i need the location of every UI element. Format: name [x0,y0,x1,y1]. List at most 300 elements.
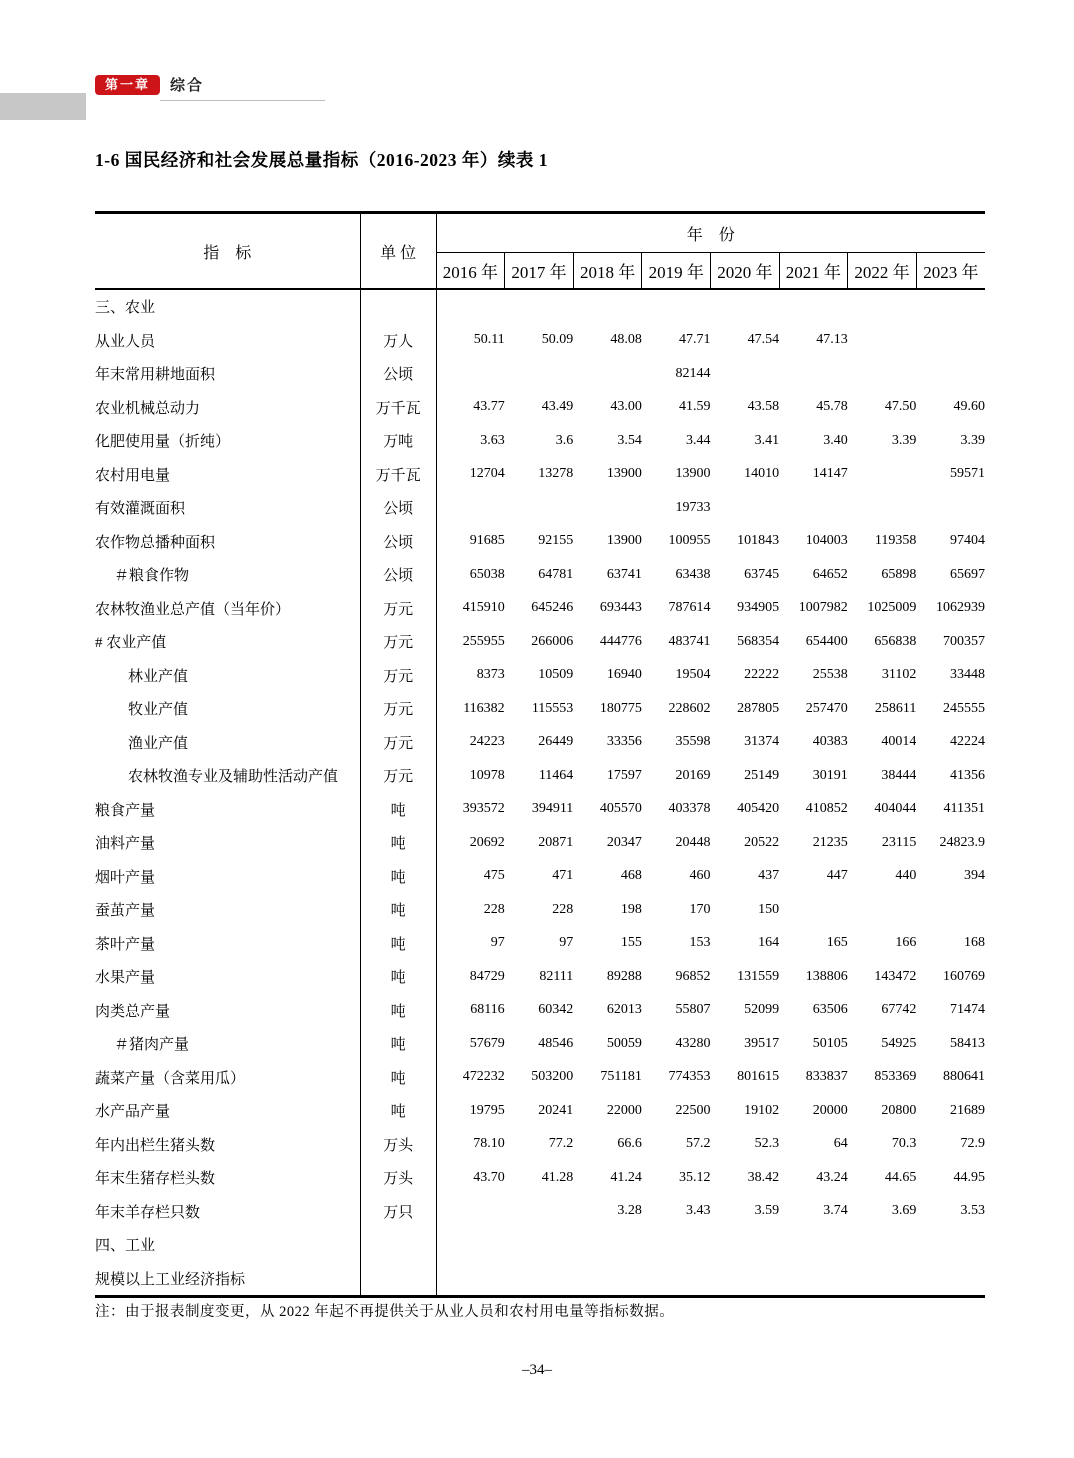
value-cell [711,1262,780,1297]
table-row [95,759,985,793]
table-row [95,1094,985,1128]
value-cell [505,1195,574,1229]
value-cell [711,289,780,324]
value-cell: 57.2 [686,1136,711,1152]
value-cell: 64781 [538,566,574,582]
value-cell: 24823.9 [939,834,985,850]
value-cell: 165 [826,935,848,951]
value-cell: 22222 [744,667,780,683]
value-cell: 58413 [950,1035,985,1051]
value-cell: 43.49 [541,399,574,415]
value-cell: 19504 [675,667,711,683]
table-row [95,324,985,358]
value-cell: 3.43 [686,1203,711,1219]
value-cell [848,458,917,492]
value-cell: 22500 [675,1102,711,1118]
value-cell: 170 [689,901,711,917]
value-cell: 119358 [874,533,917,549]
value-cell [848,324,917,358]
value-cell [505,1228,574,1262]
value-cell: 394911 [531,801,574,817]
value-cell: 72.9 [960,1136,985,1152]
value-cell: 38.42 [747,1169,780,1185]
value-cell: 437 [758,868,780,884]
chapter-underline [160,100,325,101]
value-cell: 266006 [531,633,574,649]
indicator-cell: 年末生猪存栏头数 [95,1161,360,1195]
value-cell: 394 [964,868,985,884]
value-cell: 101843 [737,533,780,549]
indicator-cell: 农林牧渔业总产值（当年价） [95,592,360,626]
value-cell: 96852 [675,968,711,984]
indicator-cell: 农业机械总动力 [95,391,360,425]
value-cell: 21689 [950,1102,985,1118]
value-cell: 287805 [737,700,780,716]
table-row [95,391,985,425]
value-cell: 71474 [950,1002,985,1018]
value-cell: 19102 [744,1102,780,1118]
table-row [95,1027,985,1061]
value-cell [573,1228,642,1262]
table-row [95,1228,985,1262]
value-cell: 49.60 [953,399,985,415]
value-cell [916,893,985,927]
unit-cell [360,1228,436,1262]
value-cell: 14147 [812,466,848,482]
value-cell: 89288 [606,968,642,984]
year-column-header: 2020 年 [711,253,780,290]
value-cell: 468 [620,868,642,884]
table-body [95,289,985,1297]
indicator-cell: 林业产值 [95,659,360,693]
table-row [95,525,985,559]
value-cell: 92155 [538,533,574,549]
value-cell: 131559 [737,968,780,984]
value-cell: 40383 [812,734,848,750]
value-cell: 645246 [531,600,574,616]
value-cell: 50.09 [541,332,574,348]
value-cell [505,289,574,324]
unit-cell: 万千瓦 [360,458,436,492]
unit-cell: 万头 [360,1161,436,1195]
value-cell: 880641 [943,1069,985,1085]
value-cell: 20000 [812,1102,848,1118]
value-cell: 20800 [881,1102,917,1118]
value-cell: 143472 [874,968,917,984]
value-cell: 934905 [737,600,780,616]
value-cell: 150 [758,901,780,917]
value-cell: 164 [758,935,780,951]
value-cell: 415910 [462,600,505,616]
value-cell: 33356 [606,734,642,750]
value-cell: 257470 [805,700,848,716]
value-cell: 11464 [538,767,574,783]
value-cell: 460 [689,868,711,884]
value-cell: 57679 [469,1035,505,1051]
year-column-header: 2021 年 [779,253,848,290]
unit-cell: 万元 [360,759,436,793]
value-cell: 78.10 [473,1136,505,1152]
indicator-cell: 四、工业 [95,1228,360,1262]
value-cell: 160769 [943,968,985,984]
table-row [95,793,985,827]
chapter-badge: 第一章 [95,75,160,95]
value-cell: 67742 [881,1002,917,1018]
value-cell [916,491,985,525]
value-cell: 853369 [874,1069,917,1085]
indicator-cell: ＃粮食作物 [95,558,360,592]
table-row [95,1061,985,1095]
value-cell: 52.3 [754,1136,780,1152]
table-footnote: 注：由于报表制度变更，从 2022 年起不再提供关于从业人员和农村用电量等指标数据。 [95,1304,675,1320]
value-cell: 3.59 [754,1203,780,1219]
value-cell: 47.13 [816,332,848,348]
table-row [95,826,985,860]
value-cell: 568354 [737,633,780,649]
value-cell: 84729 [469,968,505,984]
value-cell: 3.28 [617,1203,642,1219]
table-row [95,659,985,693]
value-cell: 47.71 [679,332,711,348]
value-cell: 97404 [950,533,985,549]
value-cell: 833837 [805,1069,848,1085]
value-cell: 45.78 [816,399,848,415]
value-cell: 228 [552,901,574,917]
value-cell: 654400 [805,633,848,649]
table-row [95,1262,985,1297]
value-cell: 44.65 [884,1169,917,1185]
unit-cell: 吨 [360,1094,436,1128]
value-cell [642,1228,711,1262]
value-cell: 10978 [469,767,505,783]
table-row [95,424,985,458]
table-row [95,357,985,391]
value-cell [436,491,505,525]
value-cell: 440 [895,868,917,884]
unit-cell: 吨 [360,826,436,860]
value-cell: 97 [559,935,574,951]
value-cell: 656838 [874,633,917,649]
value-cell: 43.58 [747,399,780,415]
value-cell: 245555 [943,700,985,716]
value-cell: 228 [483,901,505,917]
page-edge-decoration [0,93,86,120]
value-cell [916,324,985,358]
unit-cell: 公顷 [360,357,436,391]
value-cell: 64 [833,1136,848,1152]
value-cell: 63438 [675,566,711,582]
indicator-cell: 有效灌溉面积 [95,491,360,525]
statistics-table [95,211,985,1298]
value-cell: 3.39 [891,432,917,448]
table-row [95,1195,985,1229]
table-row [95,692,985,726]
unit-column-header: 单 位 [360,213,436,290]
unit-cell: 吨 [360,960,436,994]
indicator-cell: 从业人员 [95,324,360,358]
value-cell: 31102 [881,667,917,683]
header-row-top [95,213,985,253]
value-cell [916,357,985,391]
value-cell: 82111 [539,968,574,984]
page-number: –34– [522,1362,552,1378]
value-cell: 31374 [744,734,780,750]
unit-cell: 万千瓦 [360,391,436,425]
indicator-cell: 渔业产值 [95,726,360,760]
value-cell: 42224 [950,734,985,750]
value-cell [779,357,848,391]
value-cell: 55807 [675,1002,711,1018]
indicator-cell: 农村用电量 [95,458,360,492]
value-cell: 3.6 [555,432,574,448]
year-column-header: 2022 年 [848,253,917,290]
table-row [95,1128,985,1162]
value-cell: 97 [490,935,505,951]
value-cell: 60342 [538,1002,574,1018]
value-cell: 43.24 [816,1169,848,1185]
value-cell [848,491,917,525]
value-cell: 26449 [538,734,574,750]
value-cell: 19795 [469,1102,505,1118]
value-cell: 30191 [812,767,848,783]
unit-cell: 万头 [360,1128,436,1162]
value-cell: 12704 [469,466,505,482]
value-cell [779,491,848,525]
unit-cell: 万元 [360,726,436,760]
value-cell: 24223 [469,734,505,750]
value-cell: 475 [483,868,505,884]
value-cell: 43.70 [473,1169,505,1185]
unit-cell: 万人 [360,324,436,358]
value-cell: 20871 [538,834,574,850]
value-cell [711,357,780,391]
value-cell: 13900 [606,533,642,549]
value-cell [573,357,642,391]
value-cell: 198 [620,901,642,917]
value-cell: 10509 [538,667,574,683]
unit-cell [360,1262,436,1297]
value-cell: 65038 [469,566,505,582]
value-cell: 33448 [950,667,985,683]
value-cell: 104003 [805,533,848,549]
value-cell [779,1228,848,1262]
value-cell: 62013 [606,1002,642,1018]
value-cell: 3.54 [617,432,642,448]
value-cell: 168 [964,935,985,951]
year-column-header: 2017 年 [505,253,574,290]
value-cell: 50105 [812,1035,848,1051]
indicator-cell: 烟叶产量 [95,860,360,894]
value-cell [711,491,780,525]
unit-cell: 公顷 [360,558,436,592]
indicator-cell: 牧业产值 [95,692,360,726]
value-cell: 64652 [812,566,848,582]
value-cell: 258611 [874,700,917,716]
unit-cell: 吨 [360,860,436,894]
value-cell: 16940 [606,667,642,683]
unit-cell: 吨 [360,893,436,927]
value-cell: 82144 [675,365,711,381]
unit-cell: 吨 [360,994,436,1028]
value-cell: 751181 [600,1069,642,1085]
table-header [95,213,985,290]
value-cell: 503200 [531,1069,574,1085]
value-cell: 116382 [463,700,505,716]
table-row [95,726,985,760]
value-cell: 23115 [881,834,917,850]
value-cell: 801615 [737,1069,780,1085]
indicator-cell: 水产品产量 [95,1094,360,1128]
value-cell [436,357,505,391]
value-cell: 405420 [737,801,780,817]
year-group-header: 年 份 [436,213,985,253]
unit-cell: 万只 [360,1195,436,1229]
indicator-cell: 三、农业 [95,289,360,324]
value-cell: 48.08 [610,332,642,348]
value-cell: 180775 [599,700,642,716]
value-cell: 255955 [462,633,505,649]
value-cell: 48546 [538,1035,574,1051]
value-cell: 405570 [599,801,642,817]
year-column-header: 2019 年 [642,253,711,290]
table-row [95,994,985,1028]
value-cell [642,289,711,324]
table-row [95,893,985,927]
value-cell: 166 [895,935,917,951]
value-cell: 483741 [668,633,711,649]
value-cell: 115553 [531,700,574,716]
value-cell: 693443 [599,600,642,616]
indicator-cell: 油料产量 [95,826,360,860]
table-row [95,960,985,994]
value-cell: 59571 [950,466,985,482]
value-cell [642,1262,711,1297]
indicator-cell: 水果产量 [95,960,360,994]
value-cell [505,357,574,391]
indicator-cell: 年末羊存栏只数 [95,1195,360,1229]
indicator-cell: ＃猪肉产量 [95,1027,360,1061]
value-cell: 20241 [538,1102,574,1118]
value-cell: 393572 [462,801,505,817]
value-cell: 39517 [744,1035,780,1051]
value-cell: 3.63 [480,432,505,448]
value-cell: 774353 [668,1069,711,1085]
value-cell [848,1228,917,1262]
value-cell: 41.59 [679,399,711,415]
table-row [95,860,985,894]
value-cell: 54925 [881,1035,917,1051]
indicator-cell: 农林牧渔专业及辅助性活动产值 [95,759,360,793]
value-cell [848,1262,917,1297]
value-cell: 47.50 [884,399,917,415]
value-cell: 68116 [470,1002,505,1018]
table-row [95,458,985,492]
value-cell: 43.00 [610,399,642,415]
value-cell: 3.39 [960,432,985,448]
value-cell: 20347 [606,834,642,850]
value-cell [436,1228,505,1262]
page-title: 1-6 国民经济和社会发展总量指标（2016-2023 年）续表 1 [95,150,549,170]
unit-cell: 万元 [360,592,436,626]
value-cell: 77.2 [548,1136,574,1152]
unit-cell: 吨 [360,793,436,827]
value-cell: 47.54 [747,332,780,348]
value-cell: 13900 [675,466,711,482]
value-cell: 63506 [812,1002,848,1018]
unit-cell: 吨 [360,927,436,961]
value-cell [916,1228,985,1262]
unit-cell: 万元 [360,625,436,659]
value-cell: 25538 [812,667,848,683]
indicator-cell: # 农业产值 [95,625,360,659]
value-cell: 153 [689,935,711,951]
value-cell: 50059 [606,1035,642,1051]
table-row [95,927,985,961]
value-cell [573,289,642,324]
unit-cell: 吨 [360,1061,436,1095]
value-cell: 100955 [668,533,711,549]
value-cell: 410852 [805,801,848,817]
table-row [95,592,985,626]
indicator-cell: 蚕茧产量 [95,893,360,927]
indicator-cell: 化肥使用量（折纯） [95,424,360,458]
value-cell [505,1262,574,1297]
value-cell: 138806 [805,968,848,984]
value-cell: 21235 [812,834,848,850]
value-cell: 472232 [462,1069,505,1085]
unit-cell: 吨 [360,1027,436,1061]
value-cell [573,491,642,525]
value-cell: 3.40 [823,432,848,448]
value-cell: 20692 [469,834,505,850]
value-cell: 3.53 [960,1203,985,1219]
value-cell: 155 [620,935,642,951]
value-cell: 228602 [668,700,711,716]
value-cell [848,357,917,391]
value-cell [779,289,848,324]
value-cell: 447 [826,868,848,884]
value-cell: 63741 [606,566,642,582]
value-cell: 3.69 [891,1203,917,1219]
value-cell [436,1262,505,1297]
value-cell: 66.6 [617,1136,642,1152]
value-cell [436,289,505,324]
table-row [95,625,985,659]
value-cell: 52099 [744,1002,780,1018]
value-cell: 19733 [675,499,711,515]
indicator-cell: 蔬菜产量（含菜用瓜） [95,1061,360,1095]
value-cell: 14010 [744,466,780,482]
unit-cell: 公顷 [360,525,436,559]
value-cell: 43280 [675,1035,711,1051]
value-cell [848,893,917,927]
value-cell: 3.41 [754,432,780,448]
indicator-cell: 粮食产量 [95,793,360,827]
value-cell [436,1195,505,1229]
table-row [95,558,985,592]
value-cell [779,1262,848,1297]
unit-cell: 万元 [360,659,436,693]
value-cell: 1062939 [936,600,985,616]
table-row [95,491,985,525]
indicator-cell: 规模以上工业经济指标 [95,1262,360,1297]
value-cell: 1025009 [867,600,917,616]
value-cell: 65898 [881,566,917,582]
value-cell: 70.3 [891,1136,917,1152]
value-cell: 35598 [675,734,711,750]
value-cell: 63745 [744,566,780,582]
value-cell: 43.77 [473,399,505,415]
